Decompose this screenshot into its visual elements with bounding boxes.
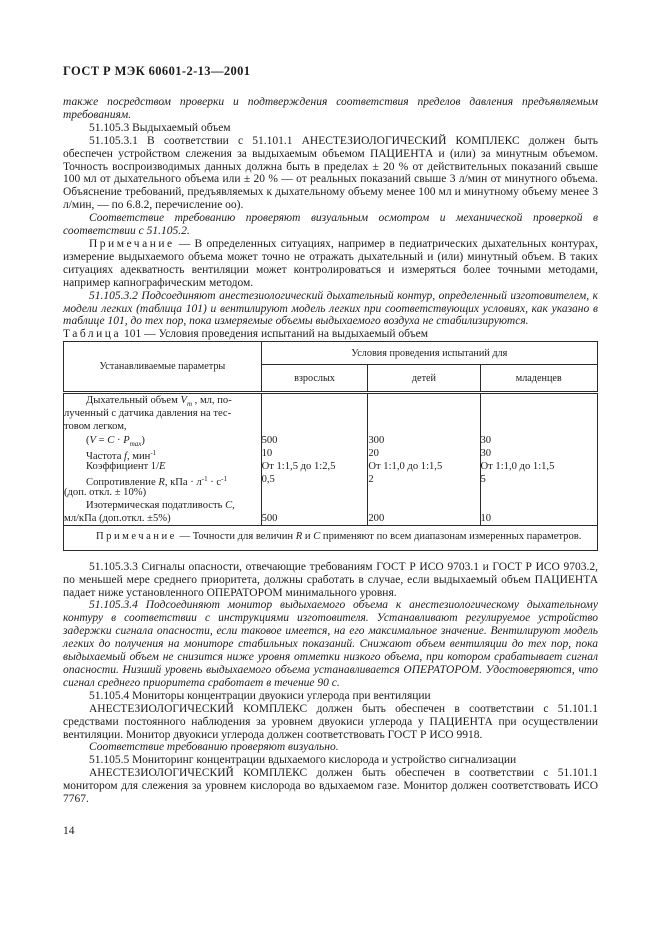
- var-C: C: [107, 434, 115, 446]
- heading-51-105-5: 51.105.5 Мониторинг концентрации вдыхаемого кислорода и устройство сигнализации: [89, 754, 517, 767]
- var-f: f: [124, 450, 127, 462]
- paragraph-51-105-3-1: 51.105.3.1 В соответствии с 51.101.1 АНЕСТЕЗИОЛОГИЧЕСКИЙ КОМПЛЕКС должен быть обеспечен устройством слежения за выдыхаемым объемом ПАЦИЕНТА и (или) за минутным объемом. Точность воспроизводимых данных должна быть в пределах ± 20 % от действительных показаний свыше 100 мл от дыхательного объема или ± 20 % — от реальных показаний свыше 3 л/мин от минутного объема. Объяснение требований, предъявляемых к дыхательному объему менее 100 мл и минутному объему менее 3 л/мин, — по 6.8.2, перечисление оо).: [63, 134, 598, 212]
- adults-tidal-volume: 500: [261, 434, 278, 446]
- table-caption-word: Таблица: [63, 328, 122, 341]
- note-text: — В определенных ситуациях, например в педиатрических дыхательных контурах, измерение выдыхаемого объема может точно не отражать дыхательный и (или) минутный объем. В таких ситуациях адекватность вентиляции может контролироваться и измеряться более точными методами, например капнографическим методом.: [63, 237, 598, 289]
- children-tidal-volume: 300: [368, 434, 385, 446]
- param-line-wrap-3: товом легком,: [64, 421, 127, 433]
- heading-51-105-3: 51.105.3 Выдыхаемый объем: [89, 121, 231, 134]
- var-P: P: [123, 434, 130, 446]
- var-C-note: C: [313, 531, 321, 543]
- table-header-parameters: Устанавливаемые параметры: [64, 342, 262, 393]
- children-coefficient: От 1:1,0 до 1:1,5: [368, 460, 443, 472]
- table-note-row: [64, 526, 598, 551]
- param-line-tidal-volume: Дыхательный объем $V_т$ , мл, по-: [86, 395, 232, 409]
- paragraph-51-105-3-3: 51.105.3.3 Сигналы опасности, отвечающие требованиям ГОСТ Р ИСО 9703.1 и ГОСТ Р ИСО 9703.2, по меньшей мере среднего приоритета, должны сработать в случае, если выдыхаемый объем ПАЦИЕНТА падает ниже установленного ОПЕРАТОРОМ минимального уровня.: [63, 560, 598, 599]
- table-101-caption: [63, 328, 598, 341]
- children-compliance: 200: [368, 513, 385, 525]
- table-header-conditions: Условия проведения испытаний для: [261, 342, 597, 365]
- table-header-infants: младенцев: [480, 365, 598, 393]
- adults-frequency: 10: [261, 447, 273, 459]
- param-line-resistance: Сопротивление R, кПа · $л^{-1} \cdot с^{-1}$: [86, 474, 227, 488]
- paragraph-51-105-3-2: 51.105.3.2 Подсоединяют анестезиологический дыхательный контур, определенный изготовителем, к модели легких (таблица 101) и вентилируют модель легких при соответствующих условиях, как указано в таблице 101, до тех пор, пока измеряемые объемы выдыхаемого воздуха не стабилизируются.: [63, 289, 598, 328]
- var-R-note: R: [295, 531, 303, 543]
- page-number: 14: [63, 824, 75, 837]
- var-V: V: [180, 395, 187, 407]
- parameter-column-cell: [64, 393, 262, 526]
- table-header-adults: взрослых: [261, 365, 368, 393]
- infants-compliance: 10: [480, 513, 492, 525]
- unit-min-sup: -1: [150, 448, 157, 457]
- unit-s-sup: -1: [221, 474, 227, 483]
- unit-l-sup: -1: [201, 474, 208, 483]
- adults-column-cell: [261, 393, 368, 526]
- infants-tidal-volume: 30: [480, 434, 492, 446]
- table-header-children: детей: [368, 365, 480, 393]
- table-note-label: Примечание: [96, 531, 177, 543]
- var-C2: C: [225, 499, 233, 511]
- adults-resistance: 0,5: [261, 473, 275, 485]
- paragraph-51-105-5: АНЕСТЕЗИОЛОГИЧЕСКИЙ КОМПЛЕКС должен быть обеспечен в соответствии с 51.101.1 монитором для слежения за уровнем кислорода во вдыхаемом газе. Монитор должен соответствовать ИСО 7767.: [63, 767, 598, 806]
- param-line-compliance: Изотермическая податливость C,: [86, 499, 235, 511]
- param-line-frequency: Частота f, мин$^{-1}$: [86, 448, 157, 462]
- param-line-wrap-2: лученный с датчика давления на тес-: [64, 408, 232, 420]
- children-column-cell: [368, 393, 480, 526]
- var-V2: V: [89, 434, 97, 446]
- var-E: E: [159, 460, 166, 472]
- param-line-formula: $(V = C \cdot P_{max})$: [86, 434, 145, 448]
- paragraph-compliance-check-2: Соответствие требованию проверяют визуально.: [89, 741, 339, 754]
- note-label: Примечание: [89, 237, 175, 250]
- standard-number-header: ГОСТ Р МЭК 60601-2-13—2001: [63, 64, 251, 78]
- param-line-tolerance-5: мл/кПа (доп.откл. ±5%): [64, 513, 171, 525]
- paragraph-51-105-4: АНЕСТЕЗИОЛОГИЧЕСКИЙ КОМПЛЕКС должен быть обеспечен в соответствии с 51.101.1 средствами постоянного наблюдения за уровнем двуокиси углерода у ПАЦИЕНТА при осуществлении вентиляции. Монитор двуокиси углерода должен соответствовать ГОСТ Р ИСО 9918.: [63, 702, 598, 741]
- adults-compliance: 500: [261, 513, 278, 525]
- var-R: R: [158, 476, 165, 488]
- adults-coefficient: От 1:1,5 до 1:2,5: [261, 460, 336, 472]
- table-note: Примечание — Точности для величин R и C применяют по всем диапазонам измеренных параметров.: [96, 531, 582, 543]
- infants-coefficient: От 1:1,0 до 1:1,5: [480, 460, 555, 472]
- table-body-row: [64, 393, 598, 526]
- children-frequency: 20: [368, 447, 379, 459]
- infants-resistance: 5: [480, 473, 486, 485]
- param-line-coefficient: Коэффициент 1/E: [86, 460, 166, 472]
- children-resistance: 2: [368, 473, 374, 485]
- table-caption-text: 101 — Условия проведения испытаний на выдыхаемый объем: [121, 328, 429, 341]
- param-line-tolerance-10: (доп. откл. ± 10%): [64, 486, 147, 498]
- infants-frequency: 30: [480, 447, 492, 459]
- paragraph-intro-continuation: также посредством проверки и подтверждения соответствия пределов давления предъявляемым требованиям.: [63, 96, 598, 121]
- paragraph-51-105-3-4: 51.105.3.4 Подсоединяют монитор выдыхаемого объема к анестезиологическому дыхательному контуру в соответствии с инструкциями изготовителя. Устанавливают регулируемое устройство задержки сигнала опасности, если таковое имеется, на его максимальное значение. Вентилируют модель легких до получения на мониторе стабильных показаний. Снижают объем вентиляции до тех пор, пока выдыхаемый объем не снизится ниже уровня отметки низкого объема, при котором срабатывает сигнал опасности. Низший уровень выдыхаемого объема устанавливается ОПЕРАТОРОМ. Удостоверяются, что сигнал среднего приоритета сработает в течение 90 с.: [63, 599, 598, 689]
- var-V-sub: т: [186, 400, 192, 409]
- paragraph-note-1: [63, 238, 598, 290]
- infants-column-cell: [480, 393, 598, 526]
- paragraph-compliance-check-1: Соответствие требованию проверяют визуальным осмотром и механической проверкой в соответствии с 51.105.2.: [63, 212, 598, 238]
- table-101: [63, 341, 598, 551]
- var-P-sub-max: max: [129, 439, 142, 448]
- heading-51-105-4: 51.105.4 Мониторы концентрации двуокиси углерода при вентиляции: [89, 689, 431, 702]
